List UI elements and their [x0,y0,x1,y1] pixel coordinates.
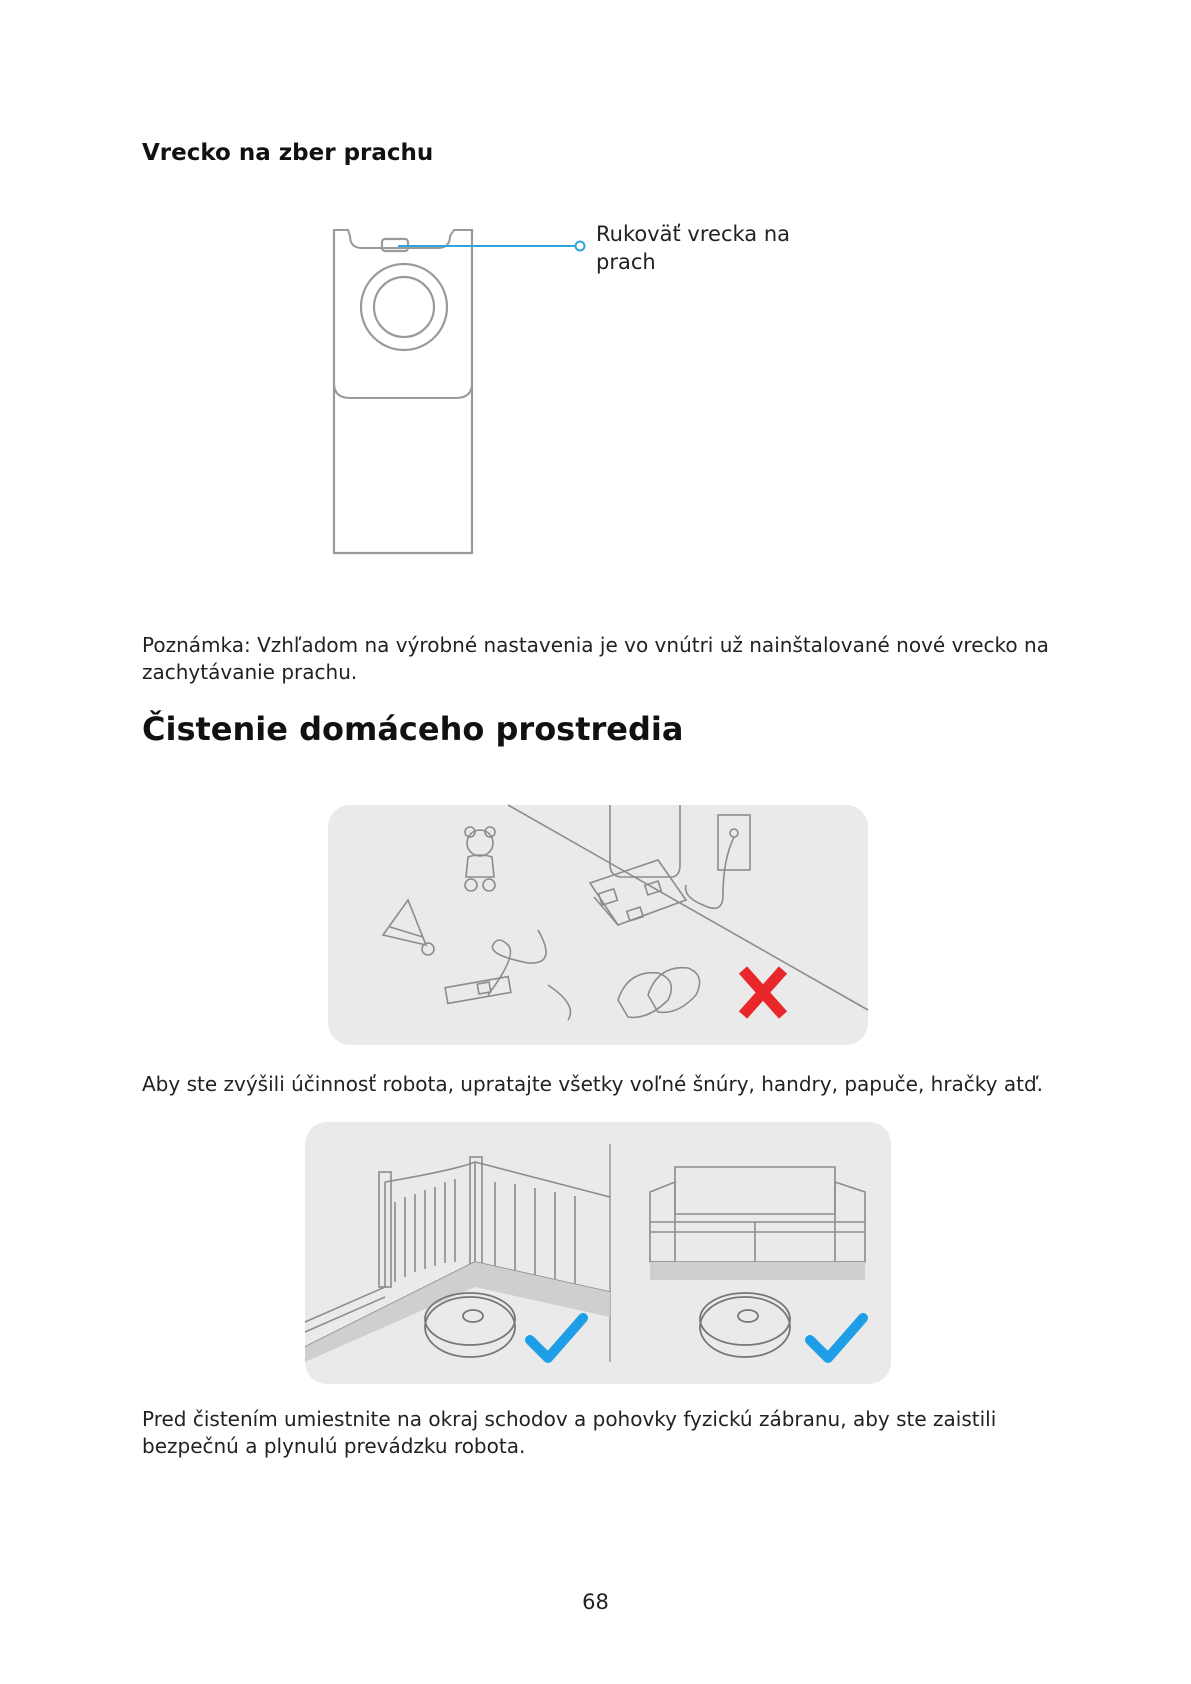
image1-caption: Aby ste zvýšili účinnosť robota, upratajte všetky voľné šnúry, handry, papuče, hračky atď. [142,1072,1044,1096]
page-number: 68 [582,1590,609,1614]
barrier-illustration [305,1122,891,1384]
note-paragraph: Poznámka: Vzhľadom na výrobné nastavenia je vo vnútri už nainštalované nové vrecko na zachytávanie prachu. [142,633,1049,684]
section-heading-dust-bag: Vrecko na zber prachu [142,140,434,166]
dust-bag-handle-label: Rukoväť vrecka na prach [596,222,791,274]
clutter-floor-illustration [328,805,868,1045]
image2-caption: Pred čistením umiestnite na okraj schodov a pohovky fyzickú zábranu, aby ste zaistili bezpečnú a plynulú prevádzku robota. [142,1407,997,1458]
callout-dot [576,242,585,251]
section-heading-home-environment: Čistenie domáceho prostredia [142,710,684,748]
